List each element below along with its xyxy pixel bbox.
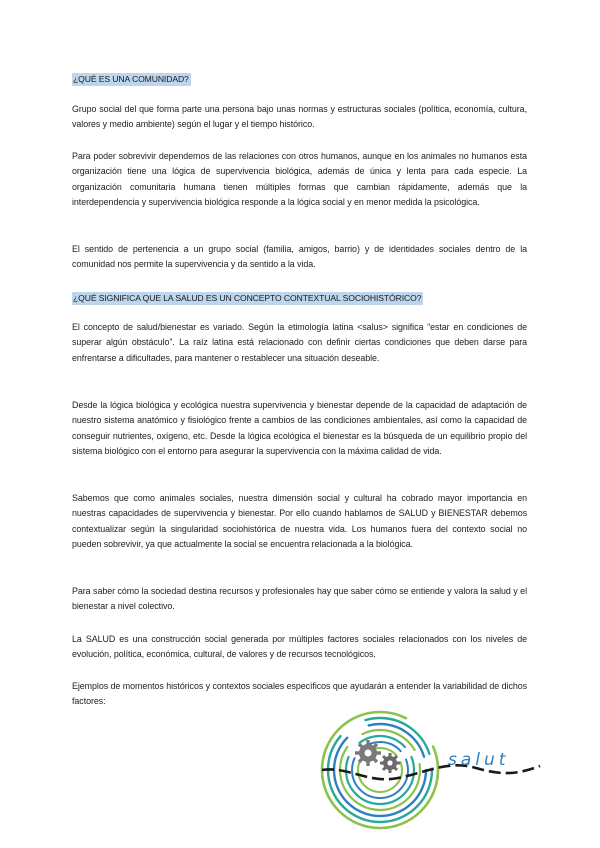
paragraph-examples: Ejemplos de momentos históricos y contextos sociales específicos que ayudarán a entender la variabilidad de dichos factores:: [72, 681, 527, 707]
paragraph-social-animals: Sabemos que como animales sociales, nuestra dimensión social y cultural ha cobrado mayor importancia en nuestras capacidades de supervivencia y bienestar. Por ello cuando hablamos de SALUD y BIENESTAR debemos contextualizar según la singularidad sociohistórica de nuestra vida. Los humanos fuera del contexto social no pueden sobrevivir, ya que actualmente la social se encuentra relacionada a la biológica.: [72, 493, 527, 549]
section-heading-community: ¿QUÉ ES UNA COMUNIDAD?: [73, 74, 189, 84]
section-heading-health-concept: ¿QUÉ SIGNIFICA QUE LA SALUD ES UN CONCEPTO CONTEXTUAL SOCIOHISTÓRICO?: [73, 293, 422, 303]
paragraph-social-construction: La SALUD es una construcción social generada por múltiples factores sociales relacionados con los niveles de evolución, política, económica, cultural, de valores y de recursos tecnológicos.: [72, 634, 527, 660]
salut-spiral-gears-logo-icon: [318, 708, 544, 838]
paragraph-resources: Para saber cómo la sociedad destina recursos y profesionales hay que saber cómo se entiende y valora la salud y el bienestar a nivel colectivo.: [72, 586, 527, 612]
paragraph-community-definition: Grupo social del que forma parte una persona bajo unas normas y estructuras sociales (política, economía, cultura, valores y medio ambiente) según el lugar y el tiempo histórico.: [72, 104, 527, 130]
paragraph-biological-logic: Desde la lógica biológica y ecológica nuestra supervivencia y bienestar depende de la capacidad de adaptación de nuestro sistema anatómico y fisiológico frente a cambios de las condiciones ambientales, así como la capacidad de conseguir nutrientes, oxígeno, etc. Desde la lógica ecológica el bienestar es la búsqueda de un equilibrio propio del sistema biológico con el entorno para asegurar la supervivencia con la máxima calidad de vida.: [72, 400, 527, 456]
paragraph-belonging: El sentido de pertenencia a un grupo social (familia, amigos, barrio) y de identidades sociales dentro de la comunidad nos permite la supervivencia y da sentido a la vida.: [72, 244, 527, 270]
paragraph-health-etymology: El concepto de salud/bienestar es variado. Según la etimología latina <salus> significa “estar en condiciones de superar algún obstáculo”. La raíz latina está relacionado con definir ciertas condiciones que deben darse para enfrentarse a dificultades, para mantener o restablecer una situación deseable.: [72, 322, 527, 363]
logo-text: salut: [448, 750, 510, 770]
paragraph-survival-relations: Para poder sobrevivir dependemos de las relaciones con otros humanos, aunque en los animales no humanos esta organización tiene una lógica de supervivencia biológica, además de única y lenta para cada especie. La organización comunitaria humana tienen múltiples formas que cambian rápidamente, además que la interdependencia y supervivencia biológica responde a la lógica social y en menor medida la psicológica.: [72, 151, 527, 207]
